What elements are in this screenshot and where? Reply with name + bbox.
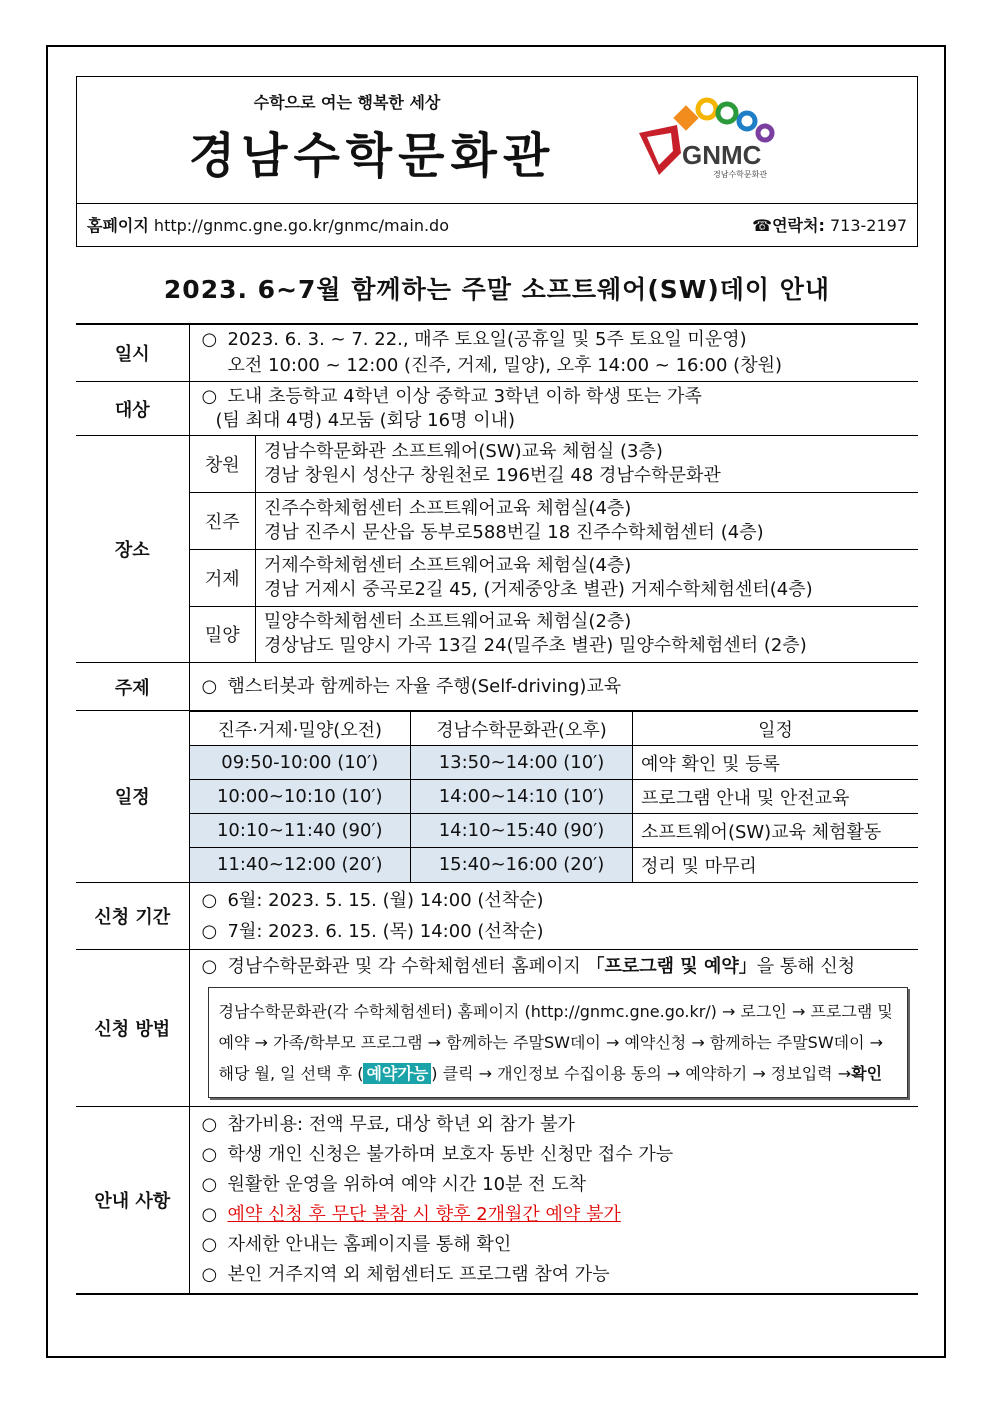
schedule-table [190, 711, 919, 882]
place-row [190, 436, 919, 492]
homepage-line [87, 213, 449, 236]
note-item-warning: ○ 예약 신청 후 무단 불참 시 향후 2개월간 예약 불가 [202, 1200, 909, 1230]
bullet-icon: ○ [201, 676, 218, 697]
note-item: ○ 본인 거주지역 외 체험센터도 프로그램 참여 가능 [202, 1260, 909, 1290]
schedule-am-time: 10:10~11:40 (90′) [190, 814, 411, 848]
method-steps-b: ) 클릭 → 개인정보 수집이용 동의 → 예약하기 → 정보입력 → [431, 1063, 852, 1083]
topic-text: 햄스터봇과 함께하는 자율 주행(Self-driving)교육 [227, 676, 622, 697]
row-program [76, 711, 918, 883]
schedule-header: 경남수학문화관(오후) [411, 712, 633, 746]
method-steps-c: 확인 [851, 1063, 883, 1083]
row-apply-method [76, 949, 918, 1106]
place-loc: 진주 [190, 492, 256, 549]
schedule-activity: 소프트웨어(SW)교육 체험활동 [633, 814, 919, 848]
bullet-icon: ○ [201, 1173, 218, 1195]
bullet-icon: ○ [201, 385, 218, 407]
bullet-icon: ○ [201, 1143, 218, 1165]
label-target: 대상 [76, 382, 189, 436]
method-intro-bold: 「프로그램 및 예약」 [586, 955, 757, 977]
bullet-icon: ○ [201, 889, 218, 911]
place-loc: 밀양 [190, 606, 256, 662]
place-row [190, 549, 919, 606]
schedule-header-row [190, 712, 919, 746]
place-line-1: 경남수학문화관 소프트웨어(SW)교육 체험실 (3층) [264, 440, 663, 462]
reserve-available-badge: 예약가능 [363, 1063, 431, 1084]
header-title: 경남수학문화관 [188, 128, 556, 184]
schedule-am-time: 09:50-10:00 (10′) [190, 746, 411, 780]
logo-subtext: 경남수학문화관 [713, 170, 768, 179]
schedule-header: 진주·거제·밀양(오전) [190, 712, 411, 746]
bullet-icon: ○ [201, 955, 218, 977]
schedule-am-time: 10:00~10:10 (10′) [190, 780, 411, 814]
place-line-2: 경남 창원시 성산구 창원천로 196번길 48 경남수학문화관 [264, 464, 721, 486]
place-line-1: 밀양수학체험센터 소프트웨어교육 체험실(2층) [264, 611, 632, 633]
row-place [76, 436, 918, 663]
document-title: 2023. 6~7월 함께하는 주말 소프트웨어(SW)데이 안내 [163, 275, 831, 304]
note-item: ○ 참가비용: 전액 무료, 대상 학년 외 참가 불가 [202, 1110, 909, 1140]
info-table [76, 323, 918, 1295]
bullet-icon: ○ [201, 1263, 218, 1285]
schedule-row [190, 780, 919, 814]
homepage-label: 홈페이지 [87, 216, 149, 235]
row-date [76, 324, 918, 382]
row-target [76, 382, 918, 436]
period-line-1: 6월: 2023. 5. 15. (월) 14:00 (선착순) [227, 889, 544, 911]
place-loc: 거제 [190, 549, 256, 606]
row-notes [76, 1106, 918, 1294]
bullet-icon: ○ [201, 1233, 218, 1255]
schedule-activity: 예약 확인 및 등록 [633, 746, 919, 780]
header-box [76, 76, 918, 247]
schedule-pm-time: 13:50~14:00 (10′) [411, 746, 633, 780]
schedule-am-time: 11:40~12:00 (20′) [190, 848, 411, 882]
method-steps-box [208, 987, 909, 1098]
date-line-2: 오전 10:00 ~ 12:00 (진주, 거제, 밀양), 오후 14:00 ~ 16:00 (창원) [227, 355, 783, 376]
method-intro-a: 경남수학문화관 및 각 수학체험센터 홈페이지 [227, 955, 587, 977]
place-row [190, 492, 919, 549]
schedule-row [190, 848, 919, 882]
schedule-pm-time: 15:40~16:00 (20′) [411, 848, 633, 882]
place-loc: 창원 [190, 436, 256, 492]
bullet-icon: ○ [201, 1203, 218, 1225]
place-line-1: 거제수학체험센터 소프트웨어교육 체험실(4층) [264, 554, 632, 576]
method-intro-c: 을 통해 신청 [756, 955, 856, 977]
bullet-icon: ○ [201, 920, 218, 942]
date-line-1: 2023. 6. 3. ~ 7. 22., 매주 토요일(공휴일 및 5주 토요일 미운영) [227, 329, 747, 350]
target-line-2: (팀 최대 4명) 4모둠 (회당 16명 이내) [215, 409, 515, 431]
label-program: 일정 [76, 711, 189, 883]
place-line-2: 경상남도 밀양시 가곡 13길 24(밀주초 별관) 밀양수학체험센터 (2층) [264, 635, 807, 657]
contact-line [752, 213, 907, 236]
label-apply-period: 신청 기간 [76, 882, 189, 949]
note-item: ○ 원활한 운영을 위하여 예약 시간 10분 전 도착 [202, 1170, 909, 1200]
schedule-pm-time: 14:10~15:40 (90′) [411, 814, 633, 848]
target-line-1: 도내 초등학교 4학년 이상 중학교 3학년 이하 학생 또는 가족 [227, 385, 702, 407]
homepage-url[interactable]: http://gnmc.gne.go.kr/gnmc/main.do [153, 216, 449, 235]
contact-number: 713-2197 [829, 216, 907, 235]
place-line-2: 경남 진주시 문산읍 동부로588번길 18 진주수학체험센터 (4층) [264, 521, 764, 543]
row-topic [76, 663, 918, 711]
header-slogan: 수학으로 여는 행복한 세상 [253, 93, 441, 112]
label-date: 일시 [76, 324, 189, 382]
schedule-row [190, 746, 919, 780]
place-row [190, 606, 919, 662]
place-line-1: 진주수학체험센터 소프트웨어교육 체험실(4층) [264, 497, 632, 519]
note-item: ○ 자세한 안내는 홈페이지를 통해 확인 [202, 1230, 909, 1260]
label-place: 장소 [76, 436, 189, 663]
label-topic: 주제 [76, 663, 189, 711]
logo-text: GNMC [682, 140, 762, 170]
schedule-header: 일정 [633, 712, 919, 746]
schedule-pm-time: 14:00~14:10 (10′) [411, 780, 633, 814]
bullet-icon: ○ [201, 1113, 218, 1135]
place-line-2: 경남 거제시 중곡로2길 45, (거제중앙초 별관) 거제수학체험센터(4층) [264, 578, 813, 600]
schedule-row [190, 814, 919, 848]
contact-label: ☎연락처: [752, 216, 825, 235]
schedule-activity: 정리 및 마무리 [633, 848, 919, 882]
bullet-icon: ○ [201, 329, 218, 350]
label-apply-method: 신청 방법 [76, 949, 189, 1106]
period-line-2: 7월: 2023. 6. 15. (목) 14:00 (선착순) [227, 920, 544, 942]
row-apply-period [76, 882, 918, 949]
method-steps-a: 경남수학문화관(각 수학체험센터) 홈페이지 (http://gnmc.gne.go.kr/) → 로그인 → 프로그램 및 예약 → 가족/학부모 프로그램 → 함께하는 주말SW데이 → 예약신청 → 함께하는 주말SW데이 → 해당 월, 일 선택 후 ( [218, 1001, 893, 1083]
schedule-activity: 프로그램 안내 및 안전교육 [633, 780, 919, 814]
header-divider [77, 203, 917, 204]
place-table [190, 436, 919, 662]
label-notes: 안내 사항 [76, 1106, 189, 1294]
note-item: ○ 학생 개인 신청은 불가하며 보호자 동반 신청만 접수 가능 [202, 1140, 909, 1170]
